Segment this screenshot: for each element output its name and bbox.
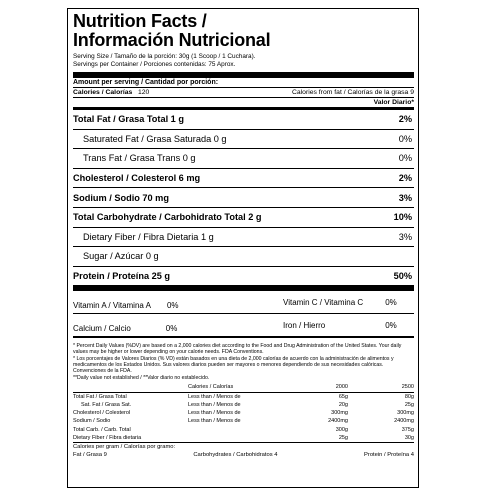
nutrient-row (73, 129, 414, 149)
table-row (73, 409, 414, 417)
calories-cell (73, 88, 149, 97)
title-line-1: Nutrition Facts / (73, 11, 207, 31)
vitamin-label: Calcium / Calcio (73, 323, 131, 333)
nutrition-facts-panel (67, 8, 419, 488)
serving-size: Serving Size / Tamaño de la porción: 30g (1 Scoop / 1 Cuchara). (73, 53, 256, 60)
cal-fat: Fat / Grasa 9 (73, 452, 107, 459)
nutrient-row (73, 266, 414, 286)
vitamin-cell (73, 295, 283, 310)
servings-per-container: Servings per Container / Porciones contenidas: 75 Aprox. (73, 61, 236, 68)
table-cell (188, 434, 293, 442)
nutrient-pct: 0% (398, 153, 412, 164)
vitamin-pct: 0% (385, 297, 397, 307)
footnotes (73, 343, 414, 381)
table-cell: Less than / Menos de (188, 393, 241, 400)
nutrient-row (73, 227, 414, 247)
footnote-en: * Percent Daily Values (%DV) are based on a 2,000 calories diet according to the Food and Drug Administration of the United States. Your daily values may be higher or lower depending on your calorie needs. FDA Conventions. (73, 342, 402, 356)
nutrient-row (73, 207, 414, 227)
table-cell: Cholesterol / Colesterol (73, 410, 131, 417)
cal-protein: Protein / Proteína 4 (364, 452, 414, 459)
calories-from-fat: Calories from fat / Calorías de la grasa 9 (291, 89, 414, 96)
nutrient-label: Total Fat / Grasa Total 1 g (73, 114, 184, 125)
table-cell: 375g (401, 426, 414, 433)
table-cell: 25g (404, 401, 414, 408)
table-row (73, 434, 414, 442)
table-row (73, 426, 414, 434)
serving-info (73, 53, 414, 69)
table-cell: 25g (338, 435, 348, 442)
vitamin-cell (73, 318, 283, 333)
calories-per-gram: Calories per gram / Calorías por gramo: (73, 442, 414, 451)
table-header-row (73, 383, 414, 392)
nutrient-pct: 0% (398, 133, 412, 144)
table-cell: 2400mg (328, 418, 348, 425)
table-cell: 65g (338, 393, 348, 400)
table-cell: Less than / Menos de (188, 418, 241, 425)
table-cell: 300g (335, 426, 348, 433)
table-cell: 2400mg (394, 418, 414, 425)
title-line-2: Información Nutricional (73, 30, 271, 50)
calories-value: 120 (137, 89, 150, 96)
nutrient-pct: 10% (393, 212, 412, 223)
nutrient-label: Dietary Fiber / Fibra Dietaria 1 g (83, 231, 214, 242)
table-header-cell: 2000 (293, 383, 348, 392)
nutrient-label: Cholesterol / Colesterol 6 mg (73, 173, 201, 184)
nutrient-label: Saturated Fat / Grasa Saturada 0 g (83, 133, 227, 144)
daily-value-header: Valor Diario* (373, 99, 414, 106)
nutrient-label: Protein / Proteína 25 g (73, 271, 171, 282)
nutrient-label: Sodium / Sodio 70 mg (73, 192, 169, 203)
nutrient-label: Trans Fat / Grasa Trans 0 g (83, 153, 196, 164)
nutrient-pct: 3% (398, 192, 412, 203)
nutrient-row (73, 187, 414, 207)
table-cell: Total Carb. / Carb. Total (73, 426, 131, 433)
nutrient-label: Total Carbohydrate / Carbohidrato Total 2 g (73, 212, 262, 223)
table-header-cell: 2500 (348, 383, 414, 392)
table-cell: 20g (338, 401, 348, 408)
table-cell: Sodium / Sodio (73, 418, 111, 425)
nutrient-pct: 3% (398, 231, 412, 242)
daily-values-table (73, 383, 414, 442)
table-cell: 80g (404, 393, 414, 400)
vitamin-cell (283, 298, 397, 307)
vitamin-pct: 0% (165, 323, 178, 333)
not-established-note: **Daily value not established / **Valor diario no establecido. (73, 374, 210, 381)
nutrient-label: Sugar / Azúcar 0 g (83, 251, 159, 262)
table-row (73, 392, 414, 401)
table-cell: 300mg (397, 410, 414, 417)
footnote-es: * Los porcentajes de Valores Diarios (% VD) están basados en una dieta de 2,000 calorías de acuerdo con la administración de alimentos y medicamentos de los Estados Unidos. Sus valores diarios pueden ser mayores o menores dependiendo de sus necesidades calóricas. Convenciones de la FDA. (73, 355, 394, 375)
vitamin-pct: 0% (385, 320, 397, 330)
calories-row (73, 88, 414, 98)
nutrient-row (73, 246, 414, 266)
amount-per-serving: Amount per serving / Cantidad por porción: (73, 78, 414, 88)
nutrient-row (73, 168, 414, 188)
medium-divider (73, 336, 414, 338)
table-row (73, 417, 414, 425)
nutrient-pct: 2% (398, 114, 412, 125)
vitamin-row (73, 313, 414, 336)
nutrient-pct: 2% (398, 173, 412, 184)
table-cell: Sat. Fat / Grasa Sat. (81, 401, 132, 408)
table-cell (188, 426, 293, 434)
calories-label: Calories / Calorías (73, 89, 133, 96)
nutrient-list (73, 110, 414, 285)
vitamin-pct: 0% (166, 300, 179, 310)
table-cell: Less than / Menos de (188, 401, 241, 408)
table-cell: Dietary Fiber / Fibra dietaria (73, 435, 142, 442)
table-row (73, 401, 414, 409)
table-cell: Less than / Menos de (188, 410, 241, 417)
vitamin-cell (283, 321, 397, 330)
vitamin-label: Vitamin C / Vitamina C (283, 297, 364, 307)
nutrient-row (73, 110, 414, 129)
table-cell: 30g (404, 435, 414, 442)
calories-per-gram-values (73, 451, 414, 459)
table-cell: 300mg (331, 410, 348, 417)
vitamin-row (73, 291, 414, 313)
table-cell: Total Fat / Grasa Total (73, 393, 127, 400)
vitamin-label: Vitamin A / Vitamina A (73, 300, 151, 310)
vitamin-label: Iron / Hierro (283, 320, 326, 330)
table-header-cell (73, 383, 188, 392)
cal-carb: Carbohydrates / Carbohidratos 4 (193, 452, 278, 459)
table-header-cell: Calories / Calorías (188, 383, 293, 392)
nutrient-pct: 50% (393, 271, 412, 282)
nutrient-row (73, 148, 414, 168)
